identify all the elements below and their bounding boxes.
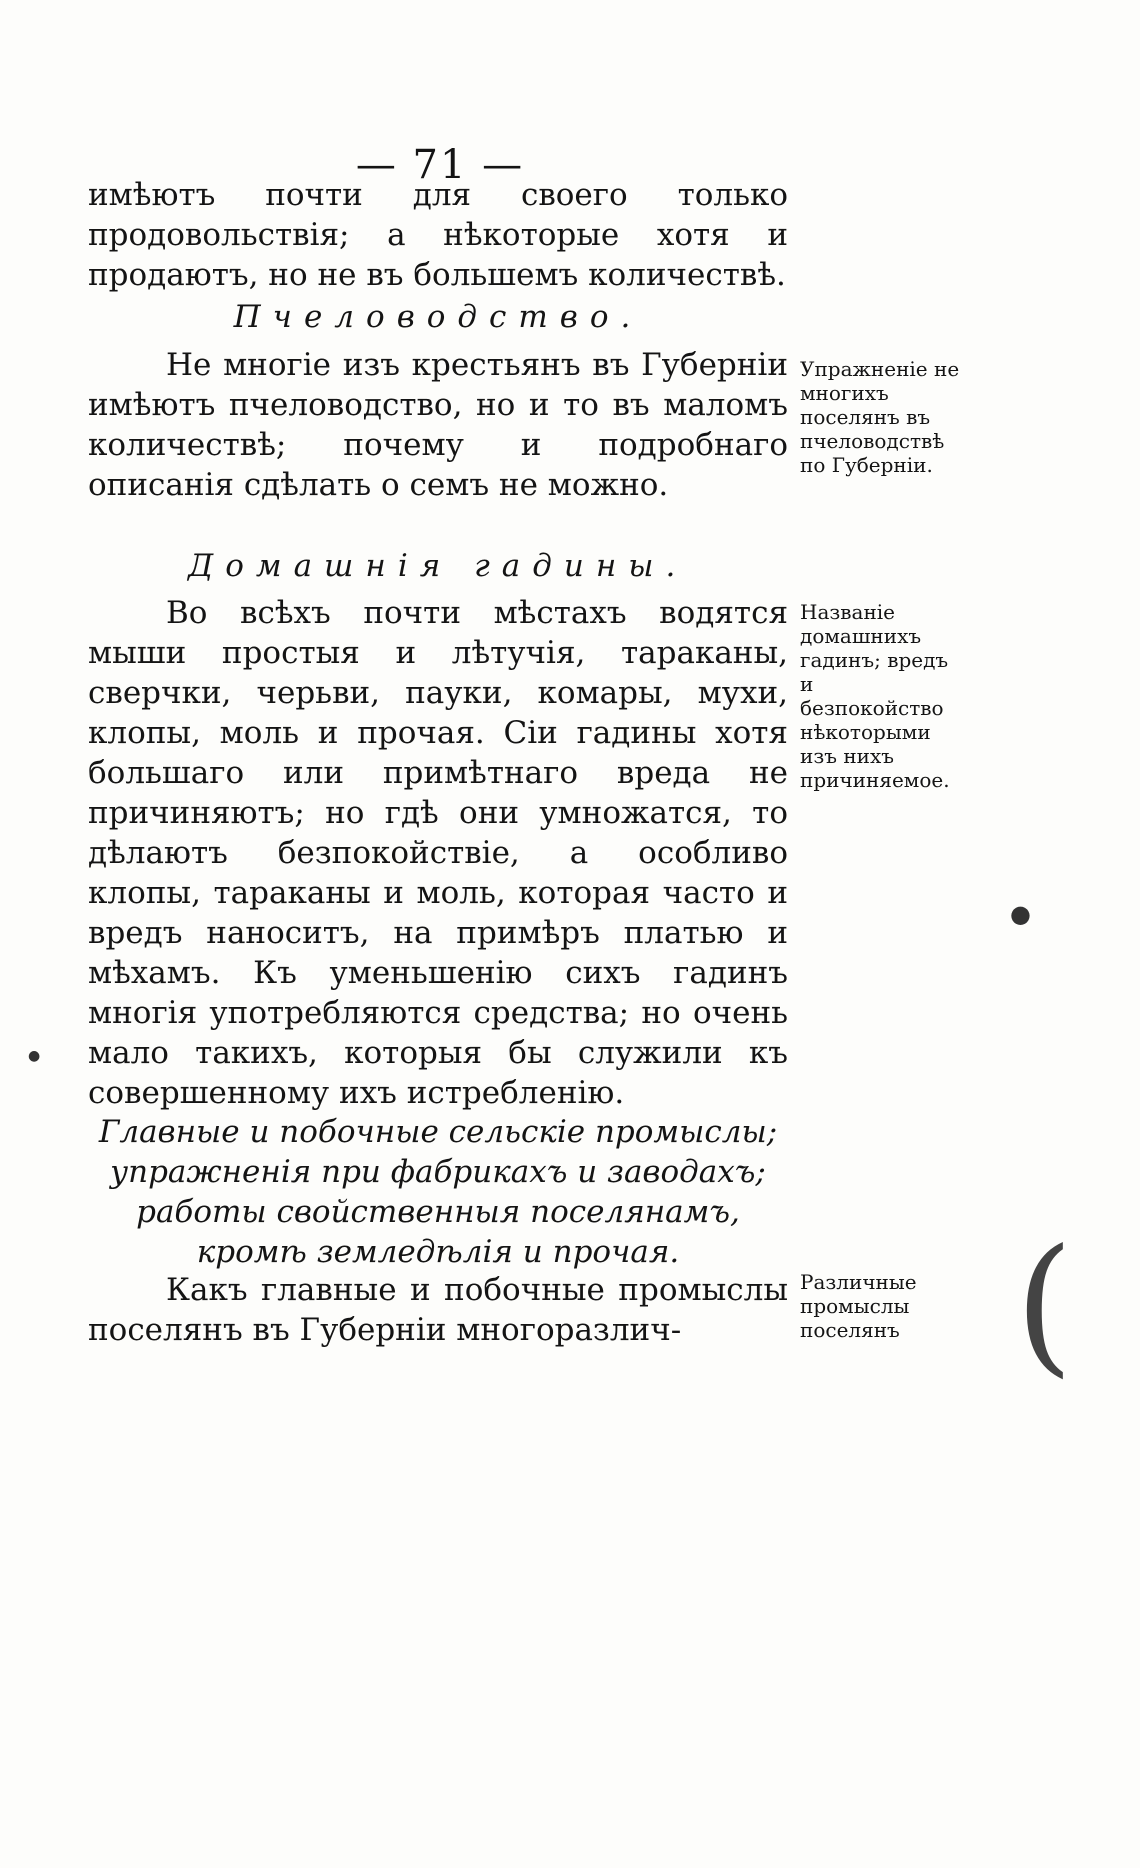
margin-note-beekeeping: Упражненіе не многихъ поселянъ въ пчеловодствѣ по Губерніи. — [800, 357, 960, 477]
heading-trades: Главные и побочные сельскіе промыслы; упражненія при фабрикахъ и заводахъ; работы свойственныя поселянамъ, кромѣ земледѣлія и прочая. — [98, 1114, 778, 1270]
paragraph-domestic-vermin: Во всѣхъ почти мѣстахъ водятся мыши простыя и лѣтучія, тараканы, сверчки, черьви, пауки, комары, мухи, клопы, моль и прочая. Сіи гадины хотя большаго или примѣтнаго вреда не причиняютъ; но гдѣ они умножатся, то дѣлаютъ безпокойствіе, а особливо клопы, тараканы и моль, которая часто и вредъ наноситъ, на примѣръ платью и мѣхамъ. Къ уменьшенію сихъ гадинъ многія употребляются средства; но очень мало такихъ, которыя бы служили къ совершенному ихъ истребленію. — [88, 595, 788, 1111]
margin-note-vermin: Названіе домашнихъ гадинъ; вредъ и безпокойство нѣкоторыми изъ нихъ причиняемое. — [800, 600, 950, 792]
margin-note-trades: Различные промыслы поселянъ — [800, 1270, 917, 1342]
paragraph-beekeeping: Не многіе изъ крестьянъ въ Губерніи имѣютъ пчеловодство, но и то въ маломъ количествѣ; почему и подробнаго описанія сдѣлать о семъ не можно. — [88, 347, 788, 503]
heading-domestic-vermin: Домашнія гадины. — [188, 548, 688, 584]
bracket-mark: ( — [1015, 1218, 1074, 1392]
heading-beekeeping: Пчеловодство. — [233, 299, 643, 335]
paragraph-intro: имѣютъ почти для своего только продовольствія; а нѣкоторые хотя и продаютъ, но не въ большемъ количествѣ. — [88, 177, 788, 293]
ink-speck: ● — [1010, 900, 1031, 928]
ink-speck: ● — [28, 1048, 41, 1064]
paragraph-trades: Какъ главные и побочные промыслы поселянъ въ Губерніи многоразлич- — [88, 1272, 788, 1348]
page-number: — 71 — — [355, 142, 525, 188]
